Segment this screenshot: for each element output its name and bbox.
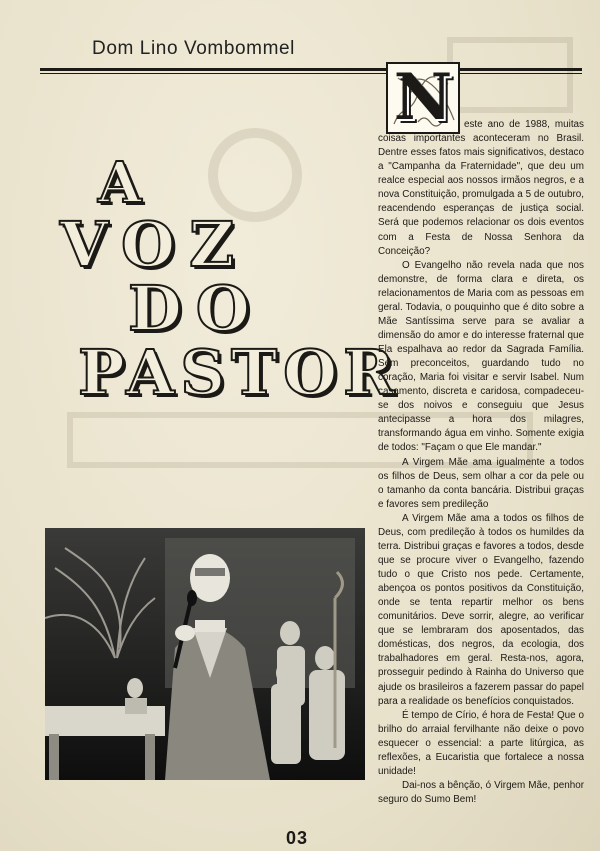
paragraph-6: Dai-nos a bênção, ó Virgem Mãe, penhor seguro do Sumo Bem! [378, 779, 584, 805]
paragraph-5: É tempo de Círio, é hora de Festa! Que o brilho do arraial fervilhante não deixe o povo esquecer o essencial: a parte litúrgica, as reflexões, a Eucaristia que fortalece a nossa unidade! [378, 709, 584, 777]
paragraph-2: O Evangelho não revela nada que nos demonstre, de forma clara e direta, os relacionamentos de Maria com as pessoas em geral. Todavia, o pouquinho que é dito sobre a Mãe Santíssima serve para se avaliar a dimensão do amor e do interesse fraternal que Ela espalhava ao redor da Sagrada Família. Sem preconceitos, guardando tudo no coração, Maria foi visitar e servir Isabel. Num casamento, discreta e caridosa, compadeceu-se dos noivos e conseguiu que Jesus antecipasse a hora dos milagres, transformando água em vinho. Somente exigia de todos: "Façam o que Ele mandar." [378, 259, 584, 454]
paragraph-3: A Virgem Mãe ama igualmente a todos os filhos de Deus, sem olhar a cor da pele ou o tamanho da conta bancária. Distribui graças e favores sem predileção [378, 456, 584, 510]
paragraph-4: A Virgem Mãe ama a todos os filhos de Deus, com predileção à todos os humildes da terra. Distribui graças e favores a todos, desde que se procure viver o Evangelho, fazendo tudo o que Cristo nos pede. Certamente, abençoa os pontos positivos da Constituição, onde se tenta repartir melhor os bens comunitários. Deve sorrir, alegre, ao verificar que se lembraram dos aposentados, das domésticas, dos negros, da ecologia, dos trabalhadores em geral. Resta-nos, agora, prosseguir pedindo à Rainha do Universo que ajude os brasileiros a fazerem passar do papel para a realidade os benefícios conquistados. [378, 512, 584, 707]
author-byline: Dom Lino Vombommel [92, 38, 295, 59]
header-rule [40, 68, 582, 74]
article-column [378, 118, 584, 807]
bishop-photo [45, 528, 365, 780]
title-line-4: PASTOR [78, 336, 401, 409]
title-line-1: A [98, 150, 146, 216]
drop-cap-letter: N [393, 62, 453, 134]
title-line-2: VOZ [60, 208, 249, 281]
paragraph-1: este ano de 1988, muitas coisas importantes aconteceram no Brasil. Dentre esses fatos mais significativos, destaco a "Campanha da Fraternidade", que deu um realce especial aos nossos irmãos negros, e a nova Constituição, promulgada a 5 de outubro, reacendendo esperanças de justiça social. Será que podemos relacionar os dois eventos com a Festa de Nossa Senhora da Conceição? [378, 119, 584, 257]
title-line-3: DO [128, 272, 264, 345]
page-number: 03 [286, 828, 309, 848]
